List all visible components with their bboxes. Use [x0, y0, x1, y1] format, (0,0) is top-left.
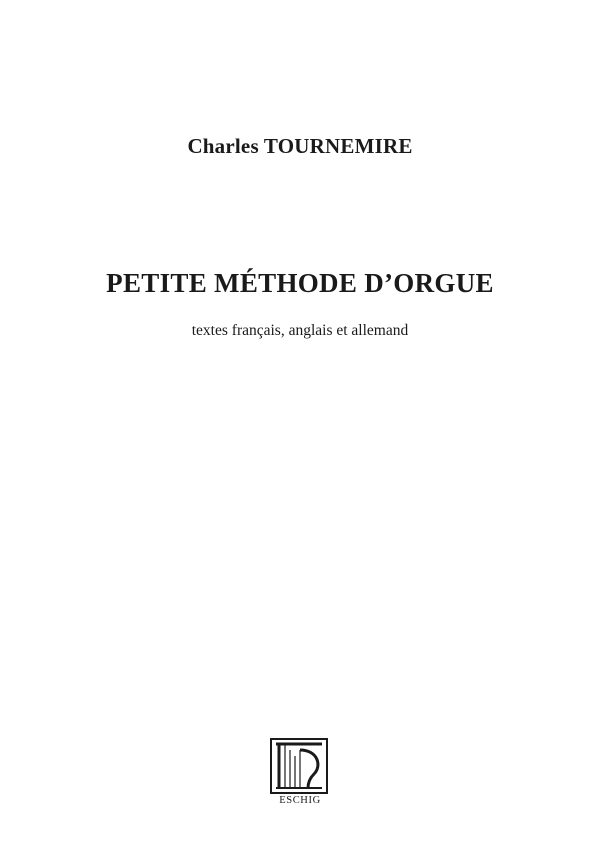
page-subtitle: textes français, anglais et allemand [191, 322, 409, 339]
page-title: PETITE MÉTHODE D’ORGUE [106, 268, 494, 298]
publisher-name: ESCHIG [279, 795, 321, 806]
composer-name: Charles TOURNEMIRE [187, 134, 413, 158]
